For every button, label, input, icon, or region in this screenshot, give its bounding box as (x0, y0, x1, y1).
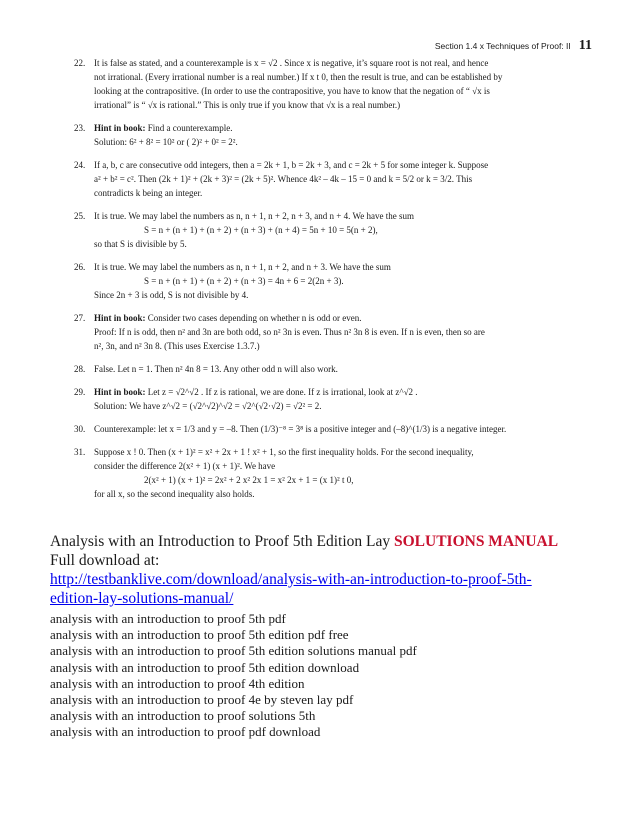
solution-number: 26. (74, 262, 86, 272)
solution-line (94, 362, 594, 376)
solutions-list (74, 56, 594, 510)
solution-number: 24. (74, 160, 86, 170)
keyword-list (50, 611, 610, 741)
solution-text: irrational” is “ √x is rational.” This is only true if you know that √x is a real number.) (94, 100, 401, 110)
solution-text: Let z = √2^√2 . If z is rational, we are done. If z is irrational, look at z^√2 . (145, 387, 418, 397)
solution-body (94, 422, 594, 436)
solution-line (94, 459, 594, 473)
hint-label: Hint in book: (94, 123, 146, 133)
promo-block (50, 532, 610, 741)
solution-text: Consider two cases depending on whether n is odd or even. (145, 313, 362, 323)
solution-number: 23. (74, 123, 86, 133)
solution-item (74, 385, 594, 413)
solution-line (94, 56, 594, 70)
solution-item (74, 121, 594, 149)
solution-number: 28. (74, 364, 86, 374)
solution-text: 2(x² + 1) (x + 1)² = 2x² + 2 x² 2x 1 = x² 2x + 1 = (x 1)² t 0, (144, 475, 354, 485)
section-title: Section 1.4 x Techniques of Proof: II (434, 41, 571, 51)
solution-line (94, 209, 594, 223)
solution-text: for all x, so the second inequality also holds. (94, 489, 255, 499)
solution-line (94, 339, 594, 353)
solution-text: S = n + (n + 1) + (n + 2) + (n + 3) = 4n + 6 = 2(2n + 3). (144, 276, 344, 286)
solution-text: so that S is divisible by 5. (94, 239, 187, 249)
solution-text: Solution: 6² + 8² = 10² or ( 2)² + 0² = 2². (94, 137, 238, 147)
solution-line (94, 70, 594, 84)
solution-body (94, 158, 594, 200)
solution-line (94, 135, 594, 149)
keyword-line: analysis with an introduction to proof 5th edition pdf free (50, 627, 349, 643)
solution-body (94, 121, 594, 149)
solution-text: Suppose x ! 0. Then (x + 1)² = x² + 2x + 1 ! x² + 1, so the first inequality holds. For the second inequality, (94, 447, 474, 457)
solution-text: a² + b² = c². Then (2k + 1)² + (2k + 3)² = (2k + 5)². Whence 4k² – 4k – 15 = 0 and k = 5/2 or k = 3/2. This (94, 174, 473, 184)
solution-text: Since 2n + 3 is odd, S is not divisible by 4. (94, 290, 249, 300)
solution-line (94, 158, 594, 172)
solution-line (94, 445, 594, 459)
solution-number: 29. (74, 387, 86, 397)
solution-line (94, 223, 594, 237)
solution-line (94, 487, 594, 501)
solution-item (74, 260, 594, 302)
page-header (435, 38, 592, 54)
solution-line (94, 172, 594, 186)
solution-line (94, 422, 594, 436)
full-download-label: Full download at: (50, 552, 160, 569)
solution-body (94, 385, 594, 413)
download-link-line-2: edition-lay-solutions-manual/ (50, 590, 234, 607)
solution-line (94, 121, 594, 135)
solution-line (94, 473, 594, 487)
promo-title-text: Analysis with an Introduction to Proof 5th Edition Lay (50, 533, 391, 550)
keyword-line: analysis with an introduction to proof 5th edition download (50, 659, 360, 675)
solution-number: 22. (74, 58, 86, 68)
solution-body (94, 56, 594, 112)
solution-number: 25. (74, 211, 86, 221)
solution-text: S = n + (n + 1) + (n + 2) + (n + 3) + (n + 4) = 5n + 10 = 5(n + 2), (144, 225, 378, 235)
solution-body (94, 311, 594, 353)
solution-line (94, 186, 594, 200)
solution-item (74, 56, 594, 112)
solution-text: False. Let n = 1. Then n² 4n 8 = 13. Any other odd n will also work. (94, 364, 338, 374)
solution-line (94, 274, 594, 288)
solution-body (94, 445, 594, 501)
page-number: 11 (578, 38, 592, 53)
solution-line (94, 399, 594, 413)
solution-text: Proof: If n is odd, then n² and 3n are both odd, so n² 3n is even. Thus n² 3n 8 is even. If n is even, then so are (94, 327, 485, 337)
solution-item (74, 422, 594, 436)
solution-line (94, 98, 594, 112)
hint-label: Hint in book: (94, 387, 146, 397)
solution-text: looking at the contrapositive. (In order to use the contrapositive, you have to know that the negation of “ √x is (94, 86, 490, 96)
solution-item (74, 362, 594, 376)
solution-text: Find a counterexample. (145, 123, 233, 133)
promo-title-accent: SOLUTIONS MANUAL (393, 533, 559, 550)
solution-line (94, 237, 594, 251)
hint-label: Hint in book: (94, 313, 146, 323)
solution-body (94, 260, 594, 302)
keyword-line: analysis with an introduction to proof 5th edition solutions manual pdf (50, 643, 417, 659)
solution-text: contradicts k being an integer. (94, 188, 203, 198)
solution-line (94, 260, 594, 274)
solution-number: 31. (74, 447, 86, 457)
solution-item (74, 445, 594, 501)
keyword-line: analysis with an introduction to proof 4th edition (50, 675, 305, 691)
solution-item (74, 209, 594, 251)
solution-number: 27. (74, 313, 86, 323)
solution-text: It is false as stated, and a counterexample is x = √2 . Since x is negative, it’s square root is not real, and hence (94, 58, 489, 68)
solution-line (94, 288, 594, 302)
solution-item (74, 158, 594, 200)
download-link[interactable] (50, 570, 610, 608)
keyword-line: analysis with an introduction to proof 5th pdf (50, 611, 286, 626)
solution-text: If a, b, c are consecutive odd integers, then a = 2k + 1, b = 2k + 3, and c = 2k + 5 for some integer k. Suppose (94, 160, 489, 170)
solution-line (94, 325, 594, 339)
solution-line (94, 84, 594, 98)
solution-text: consider the difference 2(x² + 1) (x + 1)². We have (94, 461, 276, 471)
solution-text: n², 3n, and n² 3n 8. (This uses Exercise 1.3.7.) (94, 341, 260, 351)
solution-text: not irrational. (Every irrational number is a real number.) If x t 0, then the result is true, and can be established by (94, 72, 503, 82)
solution-number: 30. (74, 424, 86, 434)
solution-line (94, 311, 594, 325)
solution-body (94, 209, 594, 251)
solution-text: Counterexample: let x = 1/3 and y = –8. Then (1/3)⁻⁸ = 3⁸ is a positive integer and (–8)^(1/3) is a negative integer. (94, 424, 507, 434)
solution-line (94, 385, 594, 399)
solution-text: It is true. We may label the numbers as n, n + 1, n + 2, n + 3, and n + 4. We have the sum (94, 211, 414, 221)
keyword-line: analysis with an introduction to proof solutions 5th (50, 708, 316, 724)
keyword-line: analysis with an introduction to proof 4e by steven lay pdf (50, 692, 354, 708)
solution-body (94, 362, 594, 376)
keyword-line: analysis with an introduction to proof pdf download (50, 724, 321, 740)
solution-item (74, 311, 594, 353)
promo-title (50, 532, 610, 551)
solution-text: It is true. We may label the numbers as n, n + 1, n + 2, and n + 3. We have the sum (94, 262, 391, 272)
download-link-line-1: http://testbanklive.com/download/analysis-with-an-introduction-to-proof-5th- (50, 571, 532, 588)
solution-text: Solution: We have z^√2 = (√2^√2)^√2 = √2^(√2·√2) = √2² = 2. (94, 401, 322, 411)
